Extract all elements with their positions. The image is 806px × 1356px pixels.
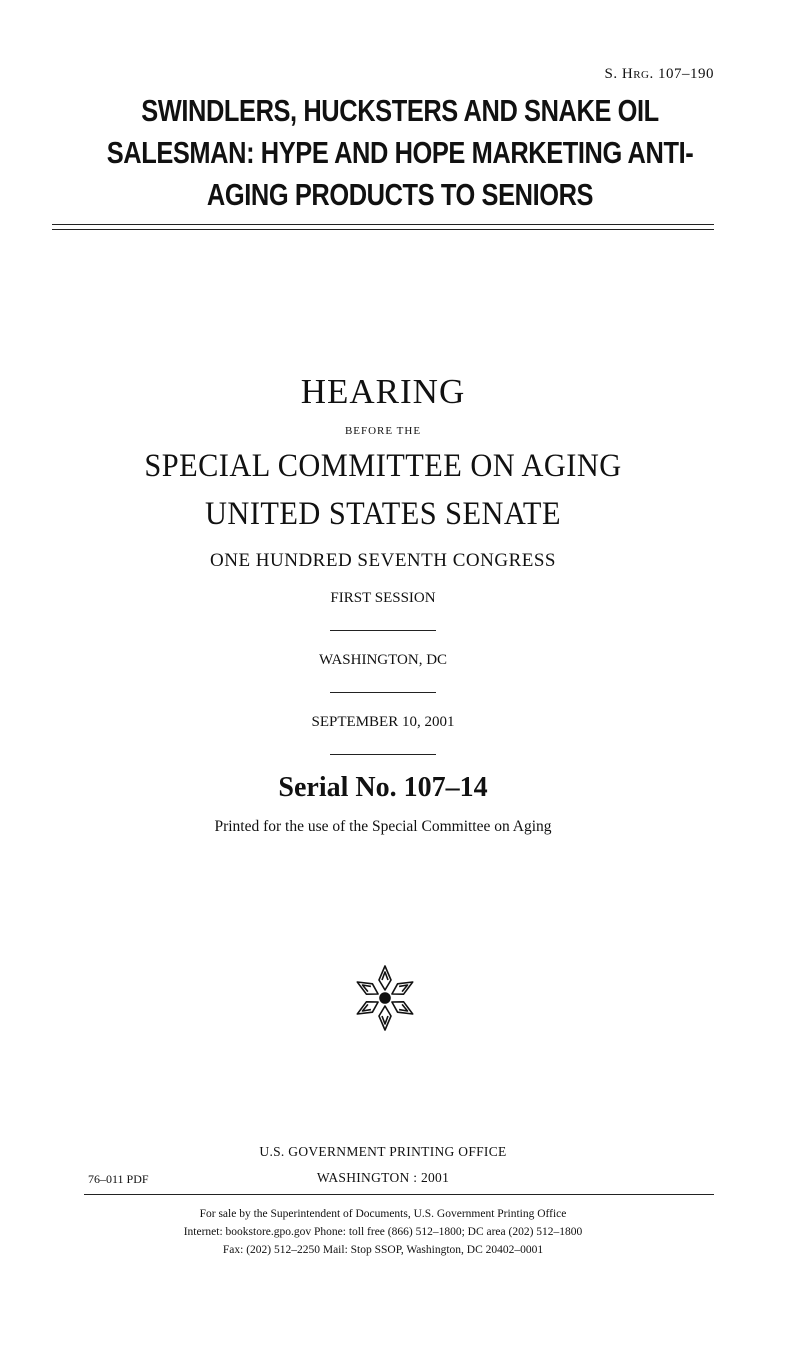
congress-label: ONE HUNDRED SEVENTH CONGRESS bbox=[210, 550, 556, 571]
senate-name: UNITED STATES SENATE bbox=[205, 496, 561, 532]
hearing-number bbox=[605, 66, 714, 83]
sale-line-2: Internet: bookstore.gpo.gov Phone: toll free (866) 512–1800; DC area (202) 512–1800 bbox=[183, 1226, 583, 1238]
document-code: 76–011 PDF bbox=[88, 1172, 149, 1186]
gpo-city-year: WASHINGTON : 2001 bbox=[316, 1170, 450, 1185]
sale-line-1: For sale by the Superintendent of Documents, U.S. Government Printing Office bbox=[199, 1208, 567, 1220]
title-double-rule bbox=[52, 224, 714, 230]
divider-rule-3 bbox=[330, 754, 436, 755]
printed-for-note: Printed for the use of the Special Committee on Aging bbox=[214, 818, 552, 835]
hearing-date: SEPTEMBER 10, 2001 bbox=[311, 714, 455, 730]
title-line-2: SALESMAN: HYPE AND HOPE MARKETING ANTI- bbox=[106, 135, 694, 170]
divider-rule-1 bbox=[330, 630, 436, 631]
gpo-ornament-icon bbox=[350, 960, 420, 1036]
serial-number: Serial No. 107–14 bbox=[278, 772, 488, 803]
hearing-number-label: Hrg. bbox=[621, 66, 654, 82]
hearing-number-prefix: S. bbox=[604, 66, 622, 82]
session-label: FIRST SESSION bbox=[330, 590, 436, 606]
committee-name: SPECIAL COMMITTEE ON AGING bbox=[144, 448, 622, 484]
title-line-3: AGING PRODUCTS TO SENIORS bbox=[206, 177, 594, 212]
footer-rule bbox=[84, 1194, 714, 1195]
hearing-number-value: 107–190 bbox=[653, 66, 714, 82]
sale-line-3: Fax: (202) 512–2250 Mail: Stop SSOP, Washington, DC 20402–0001 bbox=[222, 1244, 544, 1256]
title-line-1: SWINDLERS, HUCKSTERS AND SNAKE OIL bbox=[141, 93, 659, 128]
hearing-location: WASHINGTON, DC bbox=[318, 652, 448, 668]
sale-information bbox=[0, 1205, 766, 1259]
document-title bbox=[105, 90, 695, 216]
before-the-label: BEFORE THE bbox=[344, 425, 422, 437]
hearing-heading: HEARING bbox=[300, 372, 466, 411]
divider-rule-2 bbox=[330, 692, 436, 693]
gpo-office-name: U.S. GOVERNMENT PRINTING OFFICE bbox=[259, 1144, 507, 1159]
